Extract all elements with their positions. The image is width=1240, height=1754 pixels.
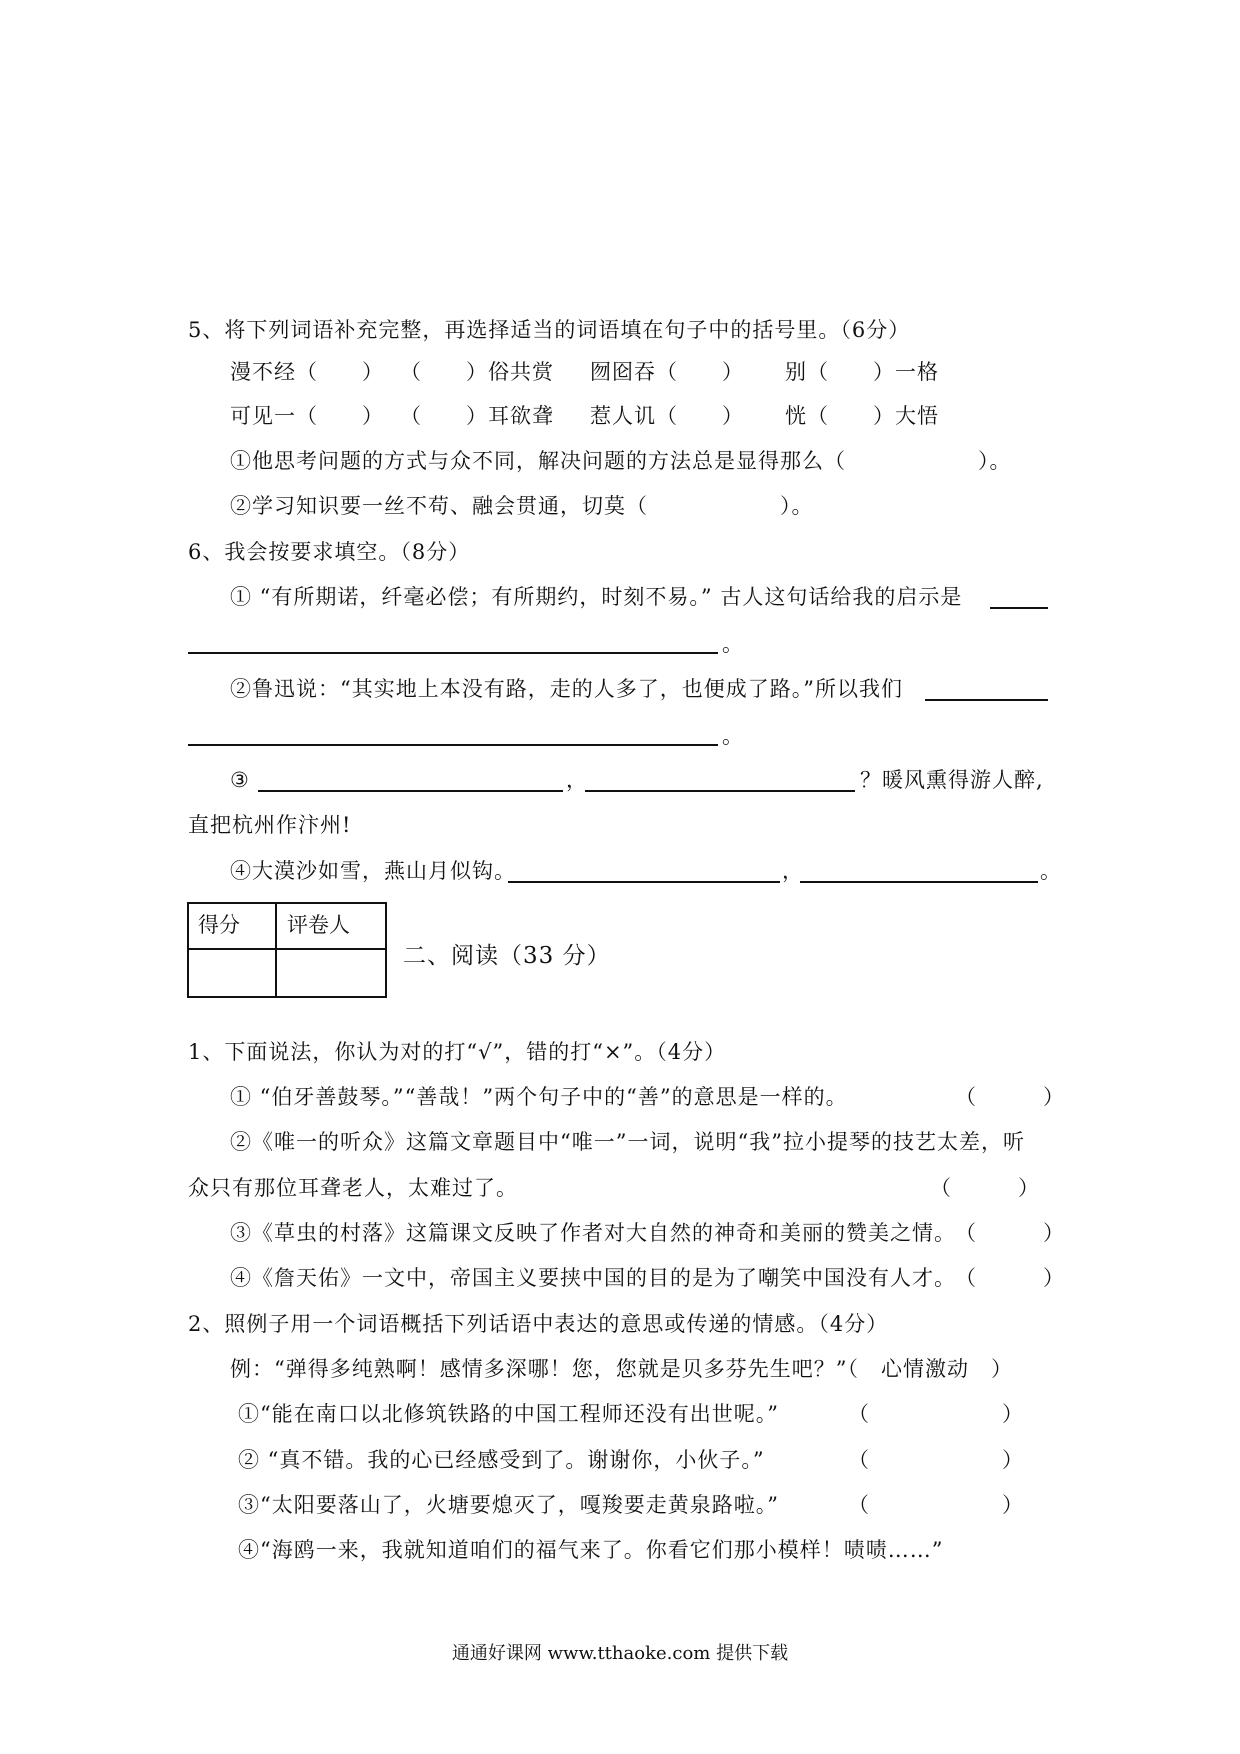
r2-item-c: ③“太阳要落山了，火塘要熄灭了，嘎羧要走黄泉路啦。” (238, 1493, 779, 1517)
q5-word-1: 漫不经（ ） (230, 360, 384, 384)
page-footer: 通通好课网 www.tthaoke.com 提供下载 (451, 1643, 789, 1664)
q6-item-4-blank-b[interactable] (800, 881, 1038, 883)
q6-item-3-cont: 直把杭州作汴州! (188, 813, 352, 837)
q6-item-3-blank-a[interactable] (258, 790, 563, 792)
r1-item-b-paren[interactable]: （ ） (930, 1176, 1040, 1200)
r1-title: 1、下面说法，你认为对的打“√”，错的打“×”。（4分） (188, 1040, 727, 1064)
r1-item-a-paren[interactable]: （ ） (955, 1085, 1065, 1109)
r1-item-d: ④《詹天佑》一文中，帝国主义要挟中国的目的是为了嘲笑中国没有人才。 (230, 1266, 956, 1290)
q5-sentence-1: ①他思考问题的方式与众不同，解决问题的方法总是显得那么（ ）。 (230, 449, 1012, 473)
q5-word-5: 可见一（ ） (230, 404, 384, 428)
q6-item-2: ②鲁迅说：“其实地上本没有路，走的人多了，也便成了路。”所以我们 (230, 677, 903, 701)
q5-word-4: 别（ ）一格 (785, 360, 939, 384)
score-label: 得分 (198, 913, 240, 937)
q6-item-3-blank-b[interactable] (585, 790, 855, 792)
r1-item-a: ① “伯牙善鼓琴。”“善哉！”两个句子中的“善”的意思是一样的。 (230, 1085, 848, 1109)
q6-item-3-end: ？暖风熏得游人醉, (860, 768, 1044, 792)
q6-item-1-blank-b[interactable] (188, 652, 718, 654)
q5-sentence-2: ②学习知识要一丝不苟、融会贯通，切莫（ ）。 (230, 494, 814, 518)
r1-item-c-paren[interactable]: （ ） (955, 1221, 1065, 1245)
r1-item-b-line2: 众只有那位耳聋老人，太难过了。 (188, 1176, 518, 1200)
q6-item-4-blank-a[interactable] (508, 881, 780, 883)
r2-item-a-paren[interactable]: （ ） (848, 1402, 1024, 1426)
q5-word-6: （ ）耳欲聋 (400, 404, 554, 428)
grader-label: 评卷人 (287, 913, 350, 937)
r2-item-b-paren[interactable]: （ ） (848, 1448, 1024, 1472)
q6-item-3-start: ③ (230, 768, 250, 792)
q5-word-8: 恍（ ）大悟 (785, 404, 939, 428)
r2-item-b: ② “真不错。我的心已经感受到了。谢谢你，小伙子。” (238, 1448, 765, 1472)
r2-title: 2、照例子用一个词语概括下列话语中表达的意思或传递的情感。（4分） (188, 1312, 889, 1336)
r1-item-d-paren[interactable]: （ ） (955, 1266, 1065, 1290)
q6-item-2-blank-b[interactable] (188, 744, 718, 746)
q5-word-2: （ ）俗共赏 (400, 360, 554, 384)
r2-example: 例：“弹得多纯熟啊！感情多深哪！您，您就是贝多芬先生吧？”（ 心情激动 ） (230, 1357, 1013, 1381)
q6-item-2-period: 。 (722, 724, 744, 748)
q5-word-7: 惹人讥（ ） (590, 404, 744, 428)
q6-item-4-comma: ， (782, 859, 804, 883)
q6-item-2-blank-a[interactable] (925, 699, 1048, 701)
q6-title: 6、我会按要求填空。（8分） (188, 540, 471, 564)
r2-item-c-paren[interactable]: （ ） (848, 1493, 1024, 1517)
r1-item-c: ③《草虫的村落》这篇课文反映了作者对大自然的神奇和美丽的赞美之情。 (230, 1221, 956, 1245)
score-value-cell[interactable] (189, 950, 273, 992)
q5-word-3: 囫囵吞（ ） (590, 360, 744, 384)
q6-item-4-end: 。 (1040, 859, 1062, 883)
q6-item-1-period: 。 (722, 632, 744, 656)
r1-item-b-line1: ②《唯一的听众》这篇文章题目中“唯一”一词，说明“我”拉小提琴的技艺太差，听 (230, 1130, 1025, 1154)
r2-item-d: ④“海鸥一来，我就知道咱们的福气来了。你看它们那小模样！啧啧……” (238, 1538, 944, 1562)
r2-item-a: ①“能在南口以北修筑铁路的中国工程师还没有出世呢。” (238, 1402, 779, 1426)
section-2-title: 二、阅读（33 分） (403, 943, 611, 969)
q6-item-4: ④大漠沙如雪，燕山月似钩。 (230, 859, 516, 883)
q6-item-1: ① “有所期诺，纤毫必偿；有所期约，时刻不易。” 古人这句话给我的启示是 (230, 585, 963, 609)
grader-value-cell[interactable] (277, 950, 381, 992)
q5-title: 5、将下列词语补充完整，再选择适当的词语填在句子中的括号里。（6分） (188, 318, 911, 342)
q6-item-1-blank-a[interactable] (990, 607, 1048, 609)
q6-item-3-comma: ， (566, 768, 588, 792)
